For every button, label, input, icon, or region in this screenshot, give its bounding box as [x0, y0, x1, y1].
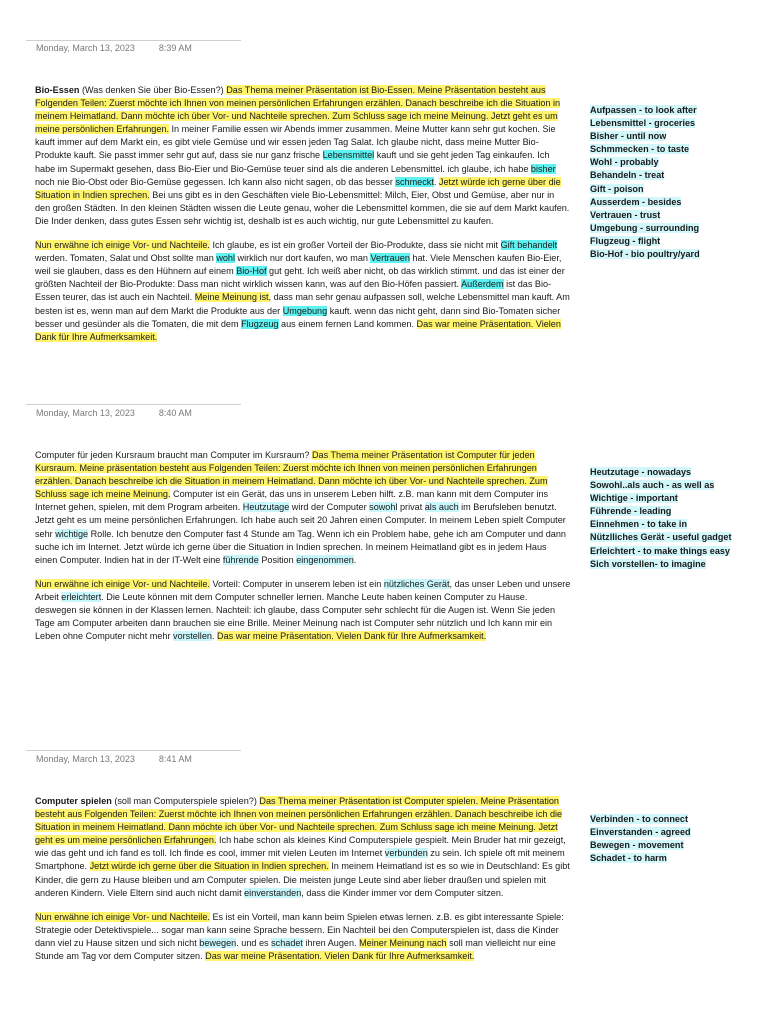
text-run: Vorteil: Computer in unserem leben ist ein — [209, 578, 384, 589]
highlighted-text: verbunden — [384, 848, 428, 859]
text-run: kauft. wenn das nicht geht, dann sind Bio-Tomaten sicher besser und gesünder als die Tomaten, die mit dem — [35, 305, 561, 329]
highlighted-text: schmeckt — [395, 176, 434, 187]
timestamp — [36, 408, 216, 418]
text-run: , das unser Leben und unsere Arbeit — [35, 578, 571, 602]
paragraph — [35, 239, 571, 344]
vocab-list — [590, 466, 765, 571]
note-heading: Computer spielen — [35, 796, 112, 806]
text-run: wirklich nur dort kaufen, wo man — [235, 253, 371, 264]
highlighted-text: Das Thema meiner Präsentation ist Computer für jeden Kursraum. Meine präsentation besteht aus Folgenden Teilen: Zuerst möchte ich Ihnen von meinen persönlichen Erfahrungen erzählen. Danach beschreibe ich die Situation in meinem Heimatland. Dann möchte ich über Vor- und Nachteile sprechen. Zum Schluss sage ich meine Meinung. — [35, 450, 548, 500]
text-run: Bei uns gibt es in den Geschäften viele Bio-Lebensmittel: Milch, Eier, Obst und Gemüse, aber nur in den großen Städten. In den kleinen Städten wissen die Leute genau, woher die Lebensmittel kommen, die sie auf dem Markt kaufen. Die Inder denken, dass gutes Essen sehr wichtig ist, deshalb ist es auch wichtig, nur gute Lebensmittel zu kaufen. — [35, 189, 570, 226]
highlighted-text: bisher — [530, 163, 556, 174]
vocab-item: Ausserdem - besides — [590, 196, 682, 207]
text-run: Es ist ein Vorteil, man kann beim Spielen etwas lernen. z.B. es gibt interessante Spiele: Strategie oder Detektivspiele... sogar man kann seine Sprache bessern. Ein Nachteil bei den Computerspielen ist, dass die Kinder dann viel zu Hause sitzen und sich nicht — [35, 911, 564, 948]
vocab-item: Sich vorstellen- to imagine — [590, 558, 706, 569]
vocab-item: Flugzeug - flight — [590, 235, 661, 246]
vocab-item: Einverstanden - agreed — [590, 827, 691, 838]
vocab-row — [590, 196, 765, 209]
text-run: Computer für jeden Kursraum braucht man Computer im Kursraum? — [35, 450, 312, 460]
highlighted-text: als auch — [424, 502, 459, 513]
timestamp-date: Monday, March 13, 2023 — [36, 408, 135, 418]
vocab-item: Wichtige - important — [590, 493, 678, 504]
text-run: Ich habe schon als kleines Kind Computerspiele gespielt. Mein Bruder hat mir gezeigt, wie das geht und ich fand es toll. Ich finde es cool, immer mit vielen Leuten im Internet — [35, 835, 566, 859]
vocab-item: Gift - poison — [590, 183, 644, 194]
highlighted-text: wohl — [216, 253, 236, 264]
vocab-item: Umgebung - surrounding — [590, 222, 700, 233]
text-run: . Die Leute können mit dem Computer schneller lernen. Manche Leute haben keinen Computer zu Hause. deswegen sie können in der Klassen lernen. Nachteil: ich glaube, dass Computer sehr schlecht für die Augen ist. Wenn Sie jeden Tage am Computer arbeiten dann brauchen sie eine Brille. Meiner Meinung nach ist Computer sehr nützlich und Ich kann mir ein Leben ohne Computer nicht mehr — [35, 591, 555, 642]
vocab-item: Bisher - until now — [590, 131, 667, 142]
text-run: privat — [397, 502, 425, 513]
text-run: In meinem Heimatland ist es so wie in Deutschland: Es gibt Kinder, die gern zu Hause bleiben und am Computer spielen. Die meisten junge Leute sind aber lieber draußen und spielen mit anderen Kindern. Viele Eltern sind auch nicht damit — [35, 861, 570, 898]
vocab-item: Schadet - to harm — [590, 853, 667, 864]
vocab-row — [590, 505, 765, 518]
highlighted-text: Gift behandelt — [500, 240, 558, 251]
text-run: . und es — [236, 937, 272, 948]
vocab-row — [590, 492, 765, 505]
note-body[interactable] — [35, 84, 571, 355]
highlighted-text: schadet — [271, 937, 303, 948]
highlighted-text: Nun erwähne ich einige Vor- und Nachteile. — [35, 240, 210, 251]
timestamp-date: Monday, March 13, 2023 — [36, 43, 135, 53]
text-run: ihren Augen. — [302, 937, 360, 948]
vocab-item: Erleichtert - to make things easy — [590, 545, 730, 556]
highlighted-text: erleichtert — [61, 591, 102, 602]
timestamp-time: 8:39 AM — [158, 43, 192, 53]
text-run: kauft und sie geht jeden Tag einkaufen. Ich habe im Supermakt gesehen, dass Bio-Eier und Bio-Gemüse teuer sind als die anderen Lebensmittel. ich glaube, ich habe — [35, 150, 550, 174]
vocab-row — [590, 248, 765, 261]
text-run: (Was denken Sie über Bio-Essen?) — [79, 85, 227, 95]
text-run: im Berufsleben benutzt. Jetzt geht es um meine persönlichen Erfahrungen. Ich habe auch seit 20 Jahren einen Computer. In meinem Leben spielt Computer sehr — [35, 502, 566, 539]
vocab-row — [590, 169, 765, 182]
timestamp-time: 8:40 AM — [158, 408, 192, 418]
text-run: Position — [258, 554, 297, 565]
highlighted-text: Jetzt würde ich gerne über die Situation in Indien sprechen. — [89, 861, 329, 872]
vocab-item: Behandeln - treat — [590, 170, 665, 181]
timestamp-rule — [26, 404, 241, 405]
highlighted-text: eingenommen — [296, 554, 354, 565]
vocab-row — [590, 813, 765, 826]
highlighted-text: Lebensmittel — [322, 150, 375, 161]
note-body[interactable] — [35, 449, 571, 654]
text-run: , dass die Kinder immer vor dem Computer sitzen. — [301, 887, 504, 898]
vocab-list — [590, 104, 765, 261]
vocab-row — [590, 466, 765, 479]
highlighted-text: Jetzt würde ich gerne über die Situation in Indien sprechen. — [35, 176, 561, 200]
vocab-row — [590, 222, 765, 235]
timestamp-time: 8:41 AM — [158, 754, 192, 764]
vocab-row — [590, 479, 765, 492]
highlighted-text: Das Thema meiner Präsentation ist Computer spielen. Meine Präsentation besteht aus Folgenden Teilen: Zuerst möchte ich Ihnen von meinen persönlichen Erfahrungen erzählen. Danach beschreibe ich die Situation in meinem Heimatland. Dann möchte ich über Vor- und Nachteile sprechen. Zum Schluss sage ich meine Meinung. Jetzt geht es um meine persönlichen Erfahrungen. — [35, 796, 563, 846]
highlighted-text: führende — [222, 554, 259, 565]
vocab-item: Bewegen - movement — [590, 840, 684, 851]
text-run: wird der Computer — [289, 502, 370, 513]
highlighted-text: vorstellen — [173, 631, 212, 642]
text-run: Rolle. Ich benutze den Computer fast 4 Stunde am Tag. Wenn ich ein Problem habe, gehe ich am Computer und dann suche ich im Internet. Jetzt würde ich gerne über die Situation in Indien sprechen. In meinem Heimatland gibt es in jedem Haus einen Computer. Indien hat in der IT-Welt eine — [35, 528, 566, 565]
text-run: Computer ist ein Gerät, das uns in unserem Leben hilft. z.B. man kann mit dem Computer ins Internet gehen, spielen, mit dem Program arbeiten. — [35, 489, 549, 513]
vocab-row — [590, 235, 765, 248]
text-run: (soll man Computerspiele spielen?) — [111, 796, 260, 806]
vocab-item: Nützlliches Gerät - useful gadget — [590, 532, 732, 543]
vocab-row — [590, 518, 765, 531]
vocab-row — [590, 852, 765, 865]
text-run: Ich glaube, es ist ein großer Vorteil der Bio-Produkte, dass sie nicht mit — [209, 240, 501, 251]
highlighted-text: Meine Meinung ist — [194, 292, 269, 303]
vocab-row — [590, 156, 765, 169]
text-run: ist das Bio-Essen teurer, das ist auch ein Nachteil. — [35, 279, 552, 303]
vocab-row — [590, 826, 765, 839]
text-run: . — [433, 176, 439, 187]
highlighted-text: Nun erwähne ich einige Vor- und Nachteile. — [35, 578, 210, 589]
highlighted-text: wichtige — [55, 528, 89, 539]
text-run: . — [211, 631, 217, 642]
timestamp-date: Monday, March 13, 2023 — [36, 754, 135, 764]
highlighted-text: Außerdem — [461, 279, 504, 290]
paragraph — [35, 911, 571, 963]
vocab-row — [590, 209, 765, 222]
highlighted-text: Das war meine Präsentation. Vielen Dank für Ihre Aufmerksamkeit. — [205, 951, 475, 962]
paragraph — [35, 449, 571, 567]
highlighted-text: Das war meine Präsentation. Vielen Dank für Ihre Aufmerksamkeit. — [35, 318, 561, 342]
vocab-item: Verbinden - to connect — [590, 814, 689, 824]
vocab-item: Einnehmen - to take in — [590, 519, 688, 530]
text-run: . — [353, 554, 357, 565]
vocab-row — [590, 143, 765, 156]
highlighted-text: bewegen — [199, 937, 237, 948]
highlighted-text: Flugzeug — [241, 318, 279, 329]
text-run: zu sein. Ich spiele oft mit meinem Smartphone. — [35, 848, 565, 872]
paragraph — [35, 795, 571, 900]
vocab-item: Wohl - probably — [590, 157, 659, 168]
highlighted-text: einverstanden — [244, 887, 302, 898]
highlighted-text: Das war meine Präsentation. Vielen Dank für Ihre Aufmerksamkeit. — [217, 631, 487, 642]
vocab-row — [590, 545, 765, 558]
paragraph — [35, 84, 571, 228]
text-run: soll man vielleicht nur eine Stunde am Tag vor dem Computer sitzen. — [35, 937, 556, 962]
vocab-item: Vertrauen - trust — [590, 209, 661, 220]
timestamp-rule — [26, 40, 241, 41]
note-heading: Bio-Essen — [35, 85, 80, 95]
vocab-row — [590, 130, 765, 143]
timestamp-rule — [26, 750, 241, 751]
vocab-item: Aufpassen - to look after — [590, 105, 697, 115]
highlighted-text: Das Thema meiner Präsentation ist Bio-Essen. Meine Präsentation besteht aus Folgenden Teilen: Zuerst möchte ich Ihnen von meinen persönlichen Erfahrungen erzählen. Danach beschreibe ich die Situation in meinem Heimatland. Dann möchte ich über Vor- und Nachteile sprechen. Zum Schluss sage ich meine Meinung. Jetzt geht es um meine persönlichen Erfahrungen. — [35, 85, 561, 135]
vocab-item: Bio-Hof - bio poultry/yard — [590, 249, 700, 260]
text-run: noch nie Bio-Obst oder Bio-Gemüse gegessen. Ich kann also nicht sagen, ob das besser — [35, 176, 396, 187]
highlighted-text: Meiner Meinung nach — [359, 937, 447, 948]
text-run: hat. Viele Menschen kaufen Bio-Eier, weil sie glauben, dass es den Hühnern auf einem — [35, 253, 562, 277]
text-run: In meiner Familie essen wir Abends immer zusammen. Meine Mutter kann sehr gut kochen. Sie kauft immer auf dem Markt ein, es gibt viele Gemüse und wir essen jeden Tag Salat. Ich glaube nicht, dass meine Mutter Bio-Produkte kauft. Sie passt immer sehr gut auf, dass sie nur ganz frische — [35, 124, 556, 161]
vocab-item: Schmmecken - to taste — [590, 144, 690, 155]
highlighted-text: sowohl — [369, 502, 398, 513]
highlighted-text: nützliches Gerät — [383, 578, 450, 589]
vocab-item: Heutzutage - nowadays — [590, 467, 692, 477]
text-run: , dass man sehr genau aufpassen soll, welche Lebensmittel man kauft. Am besten ist es, wenn man auf dem Markt die Produkte aus der — [35, 292, 570, 316]
vocab-item: Sowohl..als auch - as well as — [590, 480, 715, 491]
text-run: werden. Tomaten, Salat und Obst sollte man — [35, 253, 217, 264]
vocab-row — [590, 117, 765, 130]
vocab-row — [590, 558, 765, 571]
vocab-list — [590, 813, 765, 865]
vocab-row — [590, 839, 765, 852]
vocab-item: Führende - leading — [590, 506, 672, 517]
timestamp — [36, 754, 216, 764]
highlighted-text: Umgebung — [282, 305, 328, 316]
vocab-row — [590, 183, 765, 196]
vocab-item: Lebensmittel - groceries — [590, 118, 696, 129]
text-run: gut geht. Ich weiß aber nicht, ob das wirklich stimmt. und das ist einer der größten Nachteil der Bio-Produkte: Dass man nicht wirklich wissen kann, was auf den Bio-Höfen passiert. — [35, 266, 565, 290]
note-body[interactable] — [35, 795, 571, 974]
vocab-row — [590, 531, 765, 544]
vocab-row — [590, 104, 765, 117]
highlighted-text: Vertrauen — [370, 253, 410, 264]
highlighted-text: Nun erwähne ich einige Vor- und Nachteile. — [35, 911, 210, 922]
paragraph — [35, 578, 571, 643]
timestamp — [36, 43, 216, 53]
highlighted-text: Bio-Hof — [236, 266, 267, 277]
text-run: aus einem fernen Land kommen. — [278, 318, 417, 329]
highlighted-text: Heutzutage — [242, 502, 290, 513]
